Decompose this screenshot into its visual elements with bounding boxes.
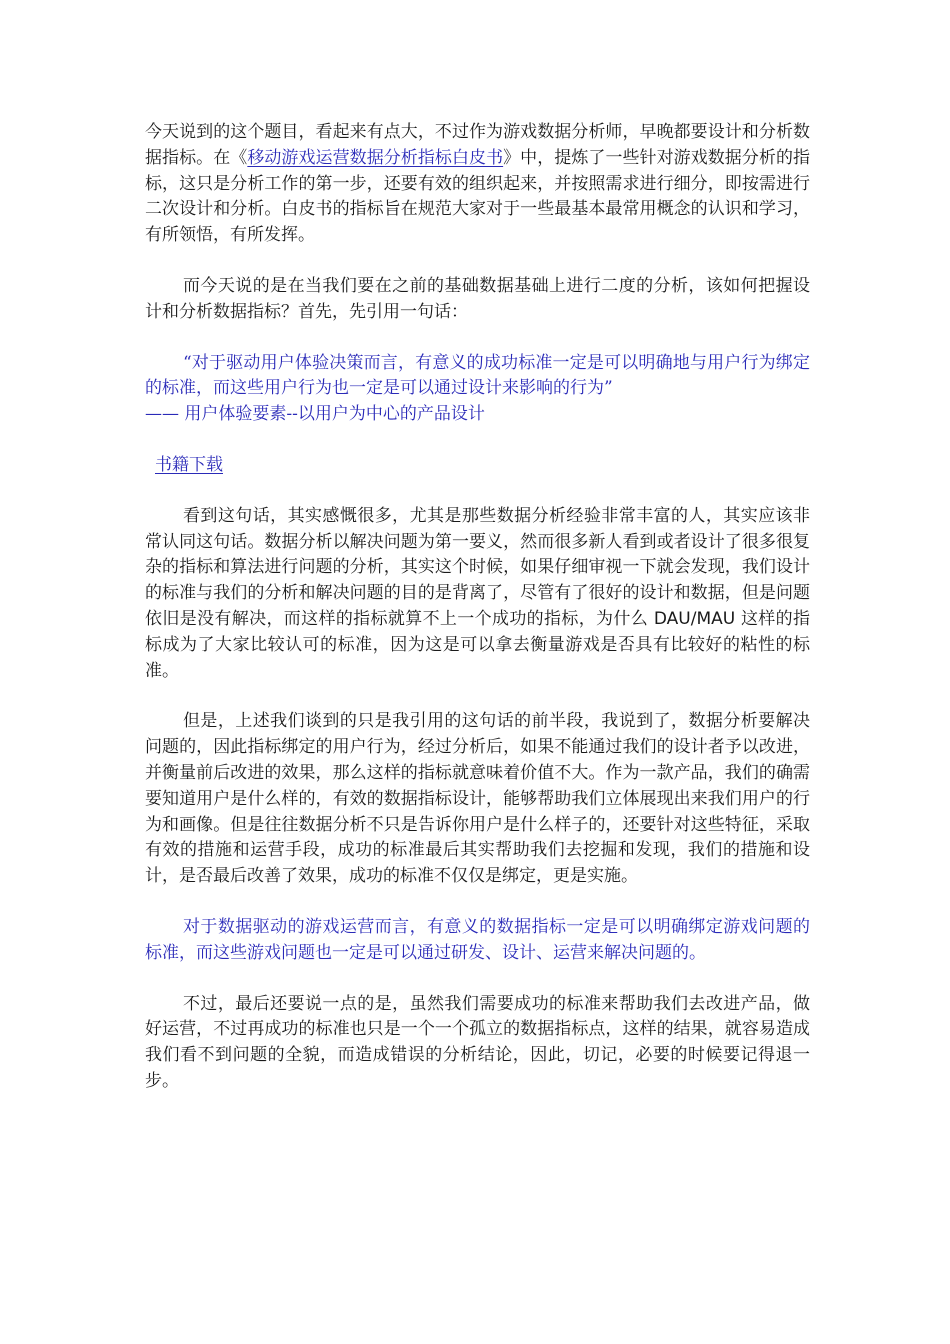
quote-block-1 <box>145 351 810 428</box>
paragraph-conclusion: 不过，最后还要说一点的是，虽然我们需要成功的标准来帮助我们去改进产品，做好运营，不过再成功的标准也只是一个一个孤立的数据指标点，这样的结果，就容易造成我们看不到问题的全貌，而造成错误的分析结论，因此，切记，必要的时候要记得退一步。 <box>145 993 810 1091</box>
intro-text-after-link: 》中，提炼了一些针对游戏数据分析的指标，这只是分析工作的第一步，还要有效的组织起来，并按照需求进行细分，即按需进行二次设计和分析。白皮书的指标旨在规范大家对于一些最基本最常用概念的认识和学习，有所领悟，有所发挥。 <box>145 147 811 246</box>
quote-attribution: —— 用户体验要素--以用户为中心的产品设计 <box>145 404 485 425</box>
paragraph-intro <box>145 120 810 249</box>
quote-block-2: 对于数据驱动的游戏运营而言，有意义的数据指标一定是可以明确绑定游戏问题的标准，而这些游戏问题也一定是可以通过研发、设计、运营来解决问题的。 <box>145 916 810 963</box>
reflection-text-after-term: 这样的指标成为了大家比较认可的标准，因为这是可以拿去衡量游戏是否具有比较好的粘性的标准。 <box>145 608 811 681</box>
article-body <box>145 120 810 1095</box>
paragraph-second-half: 但是，上述我们谈到的只是我引用的这句话的前半段，我说到了，数据分析要解决问题的，因此指标绑定的用户行为，经过分析后，如果不能通过我们的设计者予以改进，并衡量前后改进的效果，那么这样的指标就意味着价值不大。作为一款产品，我们的确需要知道用户是什么样的，有效的数据指标设计，能够帮助我们立体展现出来我们用户的行为和画像。但是往往数据分析不只是告诉你用户是什么样子的，还要针对这些特征，采取有效的措施和运营手段，成功的标准最后其实帮助我们去挖掘和发现，我们的措施和设计，是否最后改善了效果，成功的标准不仅仅是绑定，更是实施。 <box>145 711 810 887</box>
reflection-text-before-term: 看到这句话，其实感慨很多，尤其是那些数据分析经验非常丰富的人，其实应该非常认同这句话。数据分析以解决问题为第一要义，然而很多新人看到或者设计了很多很复杂的指标和算法进行问题的分析，其实这个时候，如果仔细审视一下就会发现，我们设计的标准与我们的分析和解决问题的目的是背离了，尽管有了很好的设计和数据，但是问题依旧是没有解决，而这样的指标就算不上一个成功的指标，为什么 <box>145 505 810 629</box>
dau-mau-term: DAU/MAU <box>653 608 736 629</box>
paragraph-question: 而今天说的是在当我们要在之前的基础数据基础上进行二度的分析，该如何把握设计和分析数据指标？首先，先引用一句话： <box>145 275 810 322</box>
book-download-link[interactable]: 书籍下载 <box>155 454 223 475</box>
quote-text: “对于驱动用户体验决策而言，有意义的成功标准一定是可以明确地与用户行为绑定的标准，而这些用户行为也一定是可以通过设计来影响的行为” <box>145 352 810 399</box>
intro-text-before-link: 今天说到的这个题目，看起来有点大，不过作为游戏数据分析师，早晚都要设计和分析数据指标。在《 <box>145 122 810 168</box>
download-row <box>145 453 810 479</box>
whitepaper-link[interactable]: 移动游戏运营数据分析指标白皮书 <box>247 147 504 168</box>
paragraph-reflection <box>145 504 810 685</box>
